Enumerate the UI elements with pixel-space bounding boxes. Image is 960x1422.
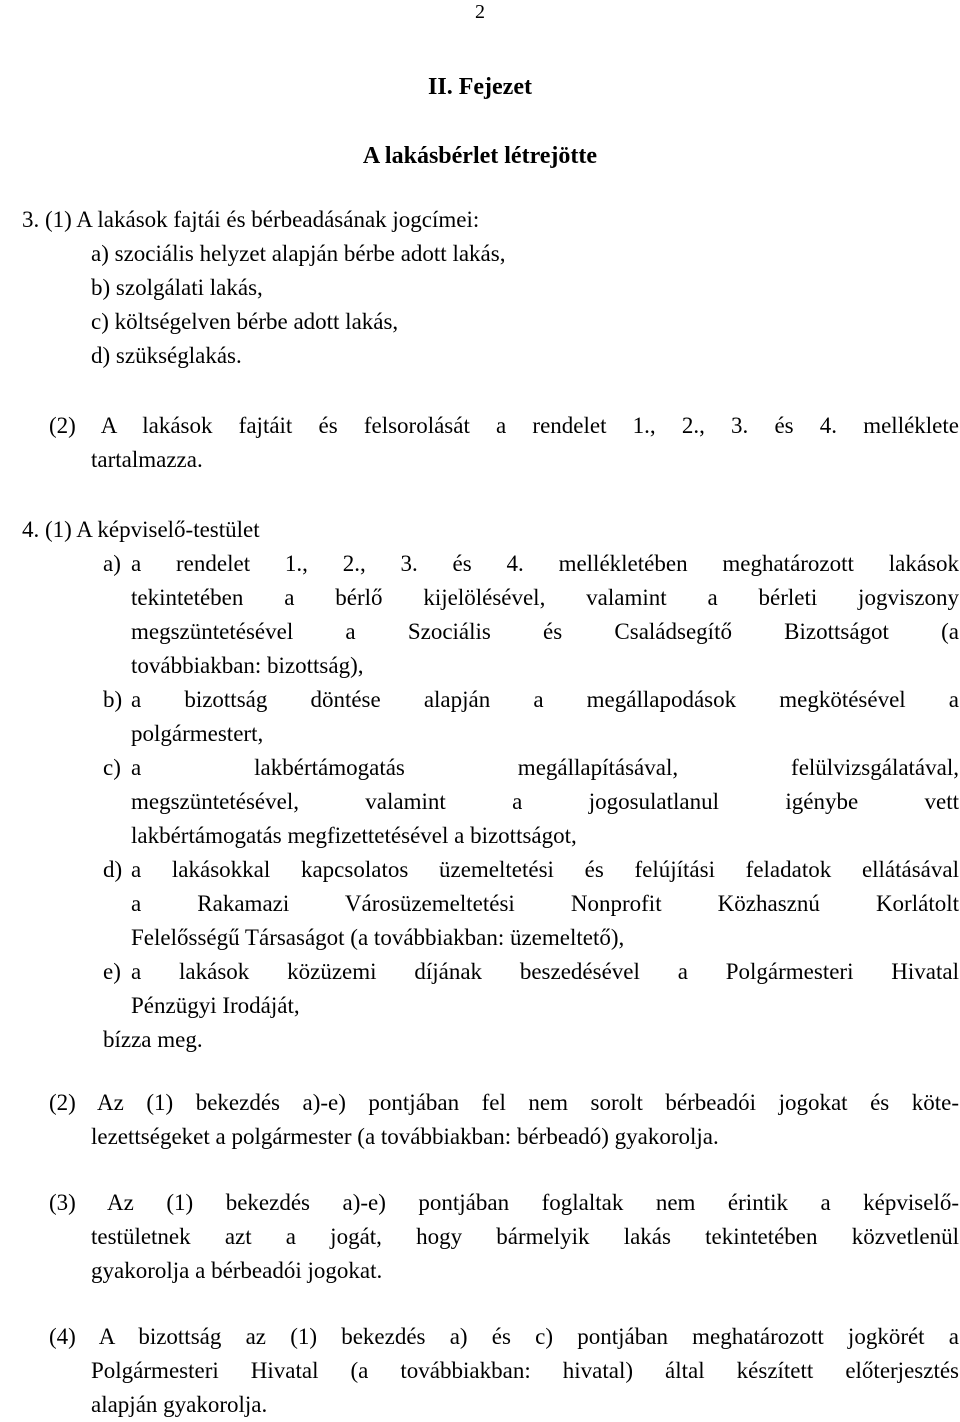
item-label: b) [103,687,123,712]
section-3-list-item: d) szükséglakás. [91,343,242,368]
section-3-intro: 3. (1) A lakások fajtái és bérbeadásának jogcímei: [22,207,480,232]
paragraph-line: gyakorolja a bérbeadói jogokat. [91,1258,383,1283]
section-4-intro: 4. (1) A képviselő-testület [22,517,260,542]
item-line: megszüntetésével, valamint a jogosulatlanul igénybe vett [131,789,959,814]
section-4-paragraph-2 [49,1086,959,1120]
paragraph-line: (4) A bizottság az (1) bekezdés a) és c) pontjában meghatározott jogkörét a [49,1324,959,1349]
chapter-title: II. Fejezet [428,74,532,100]
section-3-list-item: c) költségelven bérbe adott lakás, [91,309,399,334]
item-label: c) [103,755,121,780]
paragraph-line: lezettségeket a polgármester (a továbbiakban: bérbeadó) gyakorolja. [91,1124,719,1149]
paragraph-line: Polgármesteri Hivatal (a továbbiakban: hivatal) által készített előterjesztés [91,1358,959,1383]
item-line: a bizottság döntése alapján a megállapodások megkötésével a [131,687,959,712]
item-line: Felelősségű Társaságot (a továbbiakban: üzemeltető), [131,925,625,950]
section-3-list-item: b) szolgálati lakás, [91,275,263,300]
page-number: 2 [475,1,485,23]
section-4-paragraph-4 [49,1320,959,1354]
item-line: a lakbértámogatás megállapításával, felülvizsgálatával, [131,755,959,780]
paragraph-line: testületnek azt a jogát, hogy bármelyik lakás tekintetében közvetlenül [91,1224,959,1249]
paragraph-line: tartalmazza. [91,447,203,472]
section-3-list-item: a) szociális helyzet alapján bérbe adott lakás, [91,241,506,266]
section-3-paragraph-2 [49,409,959,443]
section-4-paragraph-3 [49,1186,959,1220]
item-line: továbbiakban: bizottság), [131,653,364,678]
item-line: lakbértámogatás megfizettetésével a bizottságot, [131,823,577,848]
item-line: Pénzügyi Irodáját, [131,993,300,1018]
item-line: tekintetében a bérlő kijelölésével, valamint a bérleti jogviszony [131,585,959,610]
paragraph-line: (2) Az (1) bekezdés a)-e) pontjában fel nem sorolt bérbeadói jogokat és köte- [49,1090,959,1115]
item-line: a rendelet 1., 2., 3. és 4. mellékletében meghatározott lakások [131,551,959,576]
item-line: megszüntetésével a Szociális és Családsegítő Bizottságot (a [131,619,959,644]
chapter-subtitle: A lakásbérlet létrejötte [362,143,598,169]
item-line: a Rakamazi Városüzemeltetési Nonprofit Közhasznú Korlátolt [131,891,959,916]
paragraph-line: (2) A lakások fajtáit és felsorolását a rendelet 1., 2., 3. és 4. melléklete [49,413,959,438]
item-line: polgármestert, [131,721,264,746]
item-line: a lakások közüzemi díjának beszedésével a Polgármesteri Hivatal [131,959,959,984]
item-label: a) [103,551,121,576]
item-label: e) [103,959,121,984]
item-label: d) [103,857,123,882]
section-4-closing: bízza meg. [103,1027,203,1052]
paragraph-line: (3) Az (1) bekezdés a)-e) pontjában foglaltak nem érintik a képviselő- [49,1190,959,1215]
paragraph-line: alapján gyakorolja. [91,1392,268,1417]
section-4-paragraph-4-cont [91,1354,959,1422]
section-4-paragraph-3-cont [91,1220,959,1288]
item-line: a lakásokkal kapcsolatos üzemeltetési és felújítási feladatok ellátásával [131,857,959,882]
